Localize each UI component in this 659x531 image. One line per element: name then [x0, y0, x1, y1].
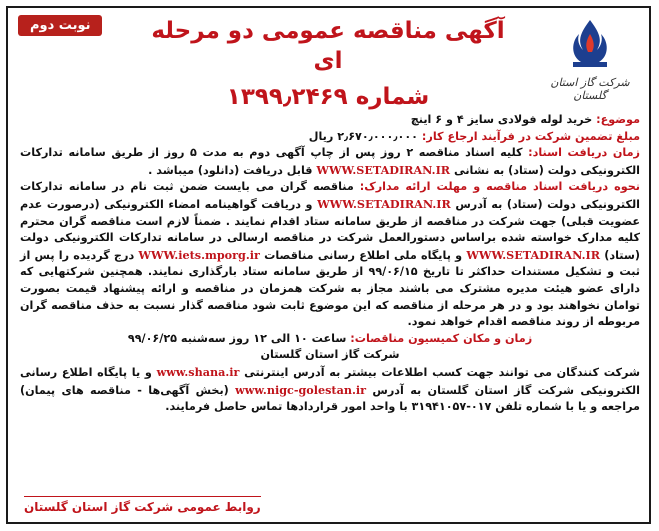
receipt-text-1: کلیه اسناد مناقصه ۲ روز پس از چاپ آگهی دوم به مدت ۵ روز از طریق سامانه تدارکات الکترونیکی دولت (ستاد) [20, 146, 640, 177]
subject-line [20, 112, 640, 129]
method-text-4: درج گردیده را پس از ثبت و تشکیل مستندات حداکثر تا تاریخ ۹۹/۰۶/۱۵ از طریق سامانه ستاد بارگذاری نمایند. همچنین شرکتهایی که دارای عضو هیئت مدیره مشترک می باشند مجاز به شرکت همزمان در مناقصه و ارائه پیشنهاد قیمت بصورت توامان نخواهند بود و در هر مرحله از مناقصه که این موضوع ثابت شود مناقصه گذار نسبت به حذف مناقصه گران مربوطه از روند مناقصه اقدام خواهد نمود. [20, 248, 641, 329]
meeting-line [20, 331, 640, 348]
meeting-label: زمان و مکان کمیسیون مناقصات: [350, 331, 533, 345]
guarantee-line [20, 129, 640, 146]
receipt-text-2: به نشانی [454, 163, 505, 177]
method-text-1: مناقصه گران می بایست ضمن ثبت نام در سامانه تدارکات الکترونیکی دولت (ستاد) به آدرس [20, 180, 640, 211]
method-label: نحوه دریافت اسناد مناقصه و مهلت ارائه مدارک: [359, 180, 641, 194]
setad-link-3[interactable]: WWW.SETADIRAN.IR [466, 247, 601, 262]
receipt-text-3: قابل دریافت (دانلود) میباشد . [148, 163, 313, 177]
notice-frame [6, 6, 651, 524]
subject-label: موضوع: [596, 113, 640, 126]
company-logo [545, 18, 635, 102]
shana-link[interactable]: www.shana.ir [156, 364, 240, 379]
iets-link[interactable]: WWW.iets.mporg.ir [138, 247, 260, 262]
company-logo-text: شرکت گاز استان گلستان [550, 76, 630, 102]
title-line-1: آگهی مناقصه عمومی دو مرحله ای [151, 18, 505, 74]
notice-body [20, 112, 640, 416]
title-line-2: شماره ۱۳۹۹٫۲۴۶۹ [226, 84, 430, 110]
receipt-label: زمان دریافت اسناد: [528, 146, 640, 160]
gas-flame-logo-icon [559, 18, 621, 70]
setad-link-2[interactable]: WWW.SETADIRAN.IR [317, 196, 451, 211]
info-paragraph [20, 364, 640, 416]
notice-title [148, 16, 508, 112]
info-text-1: شرکت کنندگان می توانند جهت کسب اطلاعات بیشتر به آدرس اینترنتی [244, 365, 641, 379]
insertion-badge: نوبت دوم [18, 15, 102, 36]
info-text-3: (بخش آگهی‌ها - مناقصه های پیمان) مراجعه و یا با شماره تلفن ۰۱۷-۳۱۹۴۱۰۵۷ با واحد امور قراردادها تماس حاصل فرمایند. [20, 383, 640, 414]
public-relations-footer: روابط عمومی شرکت گاز استان گلستان [24, 496, 261, 514]
meeting-value: ساعت ۱۰ الی ۱۲ روز سه‌شنبه ۹۹/۰۶/۲۵ [127, 331, 347, 345]
method-text-2: و دریافت گواهینامه امضاء الکترونیکی (درصورت عدم عضویت قبلی) جهت شرکت در مناقصه از طریق سامانه ستاد اقدام نمایند . ضمناً لازم است مناقصه گران محترم کلیه مدارک خواسته شده براساس دستورالعمل شرکت در مناقصه ارسالی در سامانه تدارکات الکترونیکی دولت (ستاد) [20, 197, 640, 262]
subject-value: خرید لوله فولادی سایز ۴ و ۶ اینچ [410, 113, 593, 126]
setad-link[interactable]: WWW.SETADIRAN.IR [316, 162, 451, 177]
method-paragraph [20, 179, 640, 330]
guarantee-label: مبلغ تضمین شرکت در فرآیند ارجاع کار: [421, 129, 640, 143]
meeting-place: شرکت گاز استان گلستان [260, 348, 400, 362]
nigc-golestan-link[interactable]: www.nigc-golestan.ir [235, 382, 367, 397]
guarantee-value: ۲٫۶۷۰٫۰۰۰٫۰۰۰ ریال [308, 129, 419, 143]
method-text-3: و پایگاه ملی اطلاع رسانی مناقصات [264, 248, 463, 262]
info-text-2: و یا پایگاه اطلاع رسانی الکترونیکی شرکت گاز استان گلستان به آدرس [20, 365, 640, 397]
receipt-paragraph [20, 145, 640, 179]
